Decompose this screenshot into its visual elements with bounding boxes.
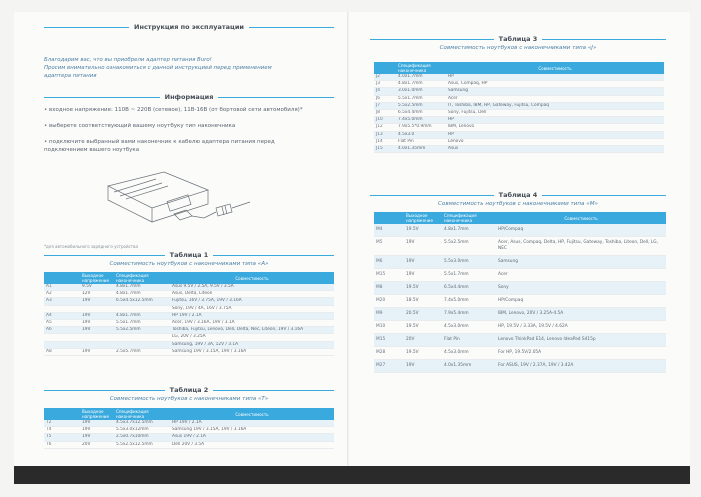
table-cell: 19V: [404, 269, 442, 282]
column-header: Совместимость: [170, 408, 334, 420]
column-header: Выходное напряжение: [404, 212, 442, 224]
table2-subtitle: Совместимость ноутбуков с наконечниками типа «T»: [109, 396, 269, 402]
table-cell: 18.5V: [404, 295, 442, 308]
table-cell: Lenovo ThinkPad E14, Lenovo IdeaPad S415p: [496, 334, 666, 347]
tip-code-cell: M27: [374, 360, 404, 373]
tip-code-cell: M28: [374, 347, 404, 360]
table-cell: 19.5V: [404, 321, 442, 334]
column-header: [374, 212, 404, 224]
table-cell: 19V: [80, 420, 114, 427]
table-row: [374, 88, 664, 95]
table-cell: 19V: [404, 237, 442, 256]
table2-body: [44, 420, 334, 448]
table-cell: 19V: [80, 427, 114, 434]
table1-body: [44, 284, 334, 356]
page-fold: [347, 12, 349, 467]
tip-code-cell: J6: [374, 95, 396, 102]
intro-line: адаптера питания: [44, 72, 97, 79]
table-row: [374, 124, 664, 131]
footnote: *для автомобильного зарядного устройства: [44, 244, 138, 249]
table-row: [374, 81, 664, 88]
table-cell: LG, 20V / 3.25A: [170, 334, 334, 341]
table-cell: 5.5x1.7mm: [396, 95, 446, 102]
table-row: [44, 305, 334, 312]
table-cell: [114, 305, 170, 312]
table-cell: Sony: [496, 282, 666, 295]
column-header: [44, 272, 80, 284]
table-cell: 5.5x2.5x12.5mm: [114, 441, 170, 448]
table-cell: 5.5x2.5mm: [114, 327, 170, 334]
table-cell: 20V: [80, 441, 114, 448]
table-cell: 6.5x4.4mm: [396, 110, 446, 117]
table-cell: Acer: [446, 95, 664, 102]
table-cell: For HP, 19.5V/2.05A: [496, 347, 666, 360]
table-row: [374, 224, 666, 237]
tip-code-cell: T5: [44, 434, 80, 441]
column-header: Совместимость: [170, 272, 334, 284]
table-cell: 3.0x1.0mm: [396, 88, 446, 95]
tip-code-cell: J3: [374, 81, 396, 88]
bullet-item: • подключите выбранный вами наконечник к кабелю адаптера питания перед: [44, 139, 275, 145]
table3-body: [374, 74, 664, 153]
table-cell: 4.5x3.0mm: [442, 347, 496, 360]
table-cell: 19.5V: [404, 282, 442, 295]
intro-text: [44, 57, 334, 80]
table-cell: Samsung: [496, 256, 666, 269]
column-header: Совместимость: [496, 212, 666, 224]
table-cell: Asus, Delta, Liteon: [170, 291, 334, 298]
table-row: [44, 348, 334, 355]
table-cell: 9.5V: [80, 284, 114, 291]
tip-code-cell: J10: [374, 117, 396, 124]
table-cell: 20.5V: [404, 308, 442, 321]
table-cell: 7.4x5.0mm: [396, 117, 446, 124]
table-cell: Acer: [496, 269, 666, 282]
table-cell: 4.8x1.7mm: [114, 284, 170, 291]
table-cell: 4.5x3.0: [396, 131, 446, 138]
right-page: [370, 12, 666, 466]
table-cell: 4.0x1.35mm: [396, 146, 446, 153]
table-row: [44, 284, 334, 291]
tip-code-cell: T6: [44, 441, 80, 448]
table-cell: Asus 19V / 2.1A: [170, 434, 334, 441]
table-cell: Asus 9.5V / 2.5A, 9.5V / 3.5A: [170, 284, 334, 291]
table-cell: 4.0x1.7mm: [396, 74, 446, 81]
table-cell: Asus, Compaq, HP: [446, 81, 664, 88]
tip-code-cell: [44, 341, 80, 348]
intro-line: Просим внимательно ознакомиться с данной инструкцией перед применением: [44, 64, 272, 71]
table-row: [374, 295, 666, 308]
table-row: [374, 95, 664, 102]
table-cell: 6.5x4.5x12.5mm: [114, 298, 170, 305]
table-cell: 19V: [80, 434, 114, 441]
tip-code-cell: T2: [44, 420, 80, 427]
table-cell: HP, 19.5V / 3.33A, 19.5V / 4.62A: [496, 321, 666, 334]
tip-code-cell: M4: [374, 224, 404, 237]
table-row: [374, 237, 666, 256]
tip-code-cell: M8: [374, 282, 404, 295]
table4-subtitle: Совместимость ноутбуков с наконечниками типа «M»: [438, 201, 598, 207]
table-cell: IBM, Lenovo, 20V / 3.25A-4.5A: [496, 308, 666, 321]
info-title: Информация: [160, 93, 219, 101]
table-cell: IBM, Lenovo: [446, 124, 664, 131]
table-row: [374, 269, 666, 282]
tip-code-cell: M5: [374, 237, 404, 256]
table-cell: 19.5V: [404, 224, 442, 237]
table-row: [374, 74, 664, 81]
tip-code-cell: M10: [374, 321, 404, 334]
table1: [44, 272, 334, 356]
table-cell: 4.0x1.35mm: [442, 360, 496, 373]
table-cell: HP: [446, 131, 664, 138]
intro-line: Благодарим вас, что вы приобрели адаптер питания Buro!: [44, 57, 212, 63]
table-cell: Flat Pin: [396, 138, 446, 145]
bullet-item: • выберете соответствующий вашему ноутбуку тип наконечника: [44, 123, 236, 129]
tip-code-cell: [44, 334, 80, 341]
info-header: [44, 92, 334, 104]
laptop-connector-illustration: [104, 170, 254, 240]
table-cell: 2.5x0.7x10mm: [114, 434, 170, 441]
tip-code-cell: J2: [374, 74, 396, 81]
tip-code-cell: M9: [374, 308, 404, 321]
table-cell: 4.5x3.0mm: [442, 321, 496, 334]
table-cell: 19V: [404, 256, 442, 269]
table-cell: 19V: [80, 327, 114, 334]
table3-subtitle: Совместимость ноутбуков с наконечниками типа «J»: [439, 45, 597, 51]
table-row: [44, 420, 334, 427]
table-cell: [80, 341, 114, 348]
table3: [374, 62, 664, 153]
left-page: [44, 12, 334, 466]
table-row: [374, 146, 664, 153]
column-header: [374, 62, 396, 74]
table-cell: Sony, 19V / 4A, 16V / 3.75A: [170, 305, 334, 312]
tip-code-cell: J8: [374, 110, 396, 117]
table-row: [374, 308, 666, 321]
table-cell: 5.5x2.5mm: [396, 102, 446, 109]
column-header: Спецификация наконечника: [114, 272, 170, 284]
tip-code-cell: J4: [374, 88, 396, 95]
table-row: [44, 320, 334, 327]
table-row: [374, 321, 666, 334]
table2-title: Таблица 2: [165, 386, 214, 394]
table-cell: [114, 334, 170, 341]
table-cell: Fujitsu, 16V / 3.75A, 19V / 3.16A: [170, 298, 334, 305]
table-cell: Samsung: [446, 88, 664, 95]
table-cell: 19V: [80, 348, 114, 355]
column-header: Спецификация наконечника: [114, 408, 170, 420]
table-cell: Toshiba, Fujitsu, Lenovo, Dell, Delta, Nec, Liteon, 19V / 3.16A: [170, 327, 334, 334]
table-cell: 5.5x3.0mm: [442, 256, 496, 269]
table-cell: 6.5x4.4mm: [442, 282, 496, 295]
table-cell: 12V: [80, 291, 114, 298]
table-header-row: [374, 212, 666, 224]
table-cell: [114, 341, 170, 348]
tip-code-cell: A1: [44, 284, 80, 291]
table-cell: Dell 20V / 3.5A: [170, 441, 334, 448]
bullet-item: подключением вашего ноутбука: [44, 147, 140, 153]
tip-code-cell: M15: [374, 334, 404, 347]
table-cell: 4.8x1.7mm: [442, 224, 496, 237]
table-cell: IT, Toshiba, IBM, HP, Gateway, Fujitsu, Compaq: [446, 102, 664, 109]
tip-code-cell: A8: [44, 348, 80, 355]
table-row: [374, 131, 664, 138]
tip-code-cell: J13: [374, 131, 396, 138]
tip-code-cell: A5: [44, 320, 80, 327]
tip-code-cell: J14: [374, 138, 396, 145]
tip-code-cell: [44, 305, 80, 312]
table-cell: Flat Pin: [442, 334, 496, 347]
table-cell: 5.5x1.7mm: [114, 320, 170, 327]
column-header: Выходное напряжение: [80, 408, 114, 420]
table-cell: For ASUS, 19V / 2.37A, 19V / 3.42A: [496, 360, 666, 373]
table-row: [44, 298, 334, 305]
tip-code-cell: A2: [44, 291, 80, 298]
table-cell: Samsung, 19V / 3A, 12V / 3.1A: [170, 341, 334, 348]
table-cell: Asus: [446, 146, 664, 153]
table-cell: 4.8x1.7mm: [114, 291, 170, 298]
table4-body: [374, 224, 666, 373]
table-cell: Lenovo: [446, 138, 664, 145]
column-header: Спецификация наконечника: [442, 212, 496, 224]
tip-code-cell: J12: [374, 124, 396, 131]
table-cell: Acer, 19V / 3.16A, 19V / 3.1A: [170, 320, 334, 327]
tip-code-cell: M15: [374, 269, 404, 282]
manual-title-header: [44, 22, 334, 34]
table-cell: 19V: [80, 312, 114, 319]
table-cell: Acer, Asus, Compaq, Delta, HP, Fujitsu, Gateway, Toshiba, Liteon, Dell, LG, NEC: [496, 237, 666, 256]
table-cell: HP: [446, 117, 664, 124]
table-cell: Sony, Fujitsu, Dell: [446, 110, 664, 117]
table-row: [44, 327, 334, 334]
table-row: [44, 341, 334, 348]
column-header: Выходное напряжение: [80, 272, 114, 284]
table-cell: 20V: [404, 334, 442, 347]
table-cell: 19V: [404, 360, 442, 373]
table-row: [374, 102, 664, 109]
manual-title: Инструкция по эксплуатации: [129, 23, 249, 31]
table-cell: 7.9x5.5*0.9mm: [396, 124, 446, 131]
table-cell: 7.9x5.4mm: [442, 308, 496, 321]
table-cell: HP: [446, 74, 664, 81]
table-cell: [80, 334, 114, 341]
column-header: Спецификация наконечника: [396, 62, 446, 74]
tip-code-cell: M20: [374, 295, 404, 308]
table-cell: 19V: [80, 298, 114, 305]
table-header-row: [374, 62, 664, 74]
table-row: [374, 360, 666, 373]
table-cell: 5.5x1.7mm: [442, 269, 496, 282]
table-cell: 4.5x3.7x12.5mm: [114, 420, 170, 427]
tip-code-cell: A4: [44, 312, 80, 319]
table-row: [44, 312, 334, 319]
tip-code-cell: J7: [374, 102, 396, 109]
table-cell: Samsung 19V / 3.15A, 19V / 3.16A: [170, 427, 334, 434]
table-row: [374, 117, 664, 124]
info-bullets: [44, 106, 334, 154]
table-header-row: [44, 272, 334, 284]
table2: [44, 408, 334, 449]
table-row: [44, 427, 334, 434]
table3-title: Таблица 3: [494, 35, 543, 43]
table-cell: 4.8x1.7mm: [396, 81, 446, 88]
table-cell: 19.5V: [404, 347, 442, 360]
dark-background-strip: [14, 466, 690, 484]
table4-title: Таблица 4: [494, 191, 543, 199]
table-row: [374, 282, 666, 295]
table-cell: Samsung 19V / 3.15A, 19V / 3.16A: [170, 348, 334, 355]
table-row: [44, 441, 334, 448]
table-row: [374, 334, 666, 347]
table-row: [374, 347, 666, 360]
table1-subtitle: Совместимость ноутбуков с наконечниками типа «A»: [109, 261, 269, 267]
table-row: [44, 434, 334, 441]
table-cell: 19V: [80, 320, 114, 327]
table-cell: HP 19V / 2.1A: [170, 420, 334, 427]
tip-code-cell: A6: [44, 327, 80, 334]
table1-title: Таблица 1: [165, 251, 214, 259]
table-cell: 5.5x3.0x12mm: [114, 427, 170, 434]
bullet-item: • входное напряжение: 110В ~ 220В (сетевое), 11В-16В (от бортовой сети автомобиля)*: [44, 107, 303, 113]
column-header: [44, 408, 80, 420]
table-row: [374, 256, 666, 269]
table-cell: HP/Compaq: [496, 224, 666, 237]
table-cell: HP 19V / 2.1A: [170, 312, 334, 319]
column-header: Совместимость: [446, 62, 664, 74]
table-row: [374, 110, 664, 117]
table-cell: 4.8x1.7mm: [114, 312, 170, 319]
tip-code-cell: A3: [44, 298, 80, 305]
table-cell: HP/Compaq: [496, 295, 666, 308]
table-cell: 5.5x2.5mm: [442, 237, 496, 256]
table-header-row: [44, 408, 334, 420]
table-cell: [80, 305, 114, 312]
table-row: [44, 291, 334, 298]
table-cell: 7.4x5.0mm: [442, 295, 496, 308]
table4: [374, 212, 666, 373]
tip-code-cell: J15: [374, 146, 396, 153]
tip-code-cell: M6: [374, 256, 404, 269]
table-cell: 2.5x5.7mm: [114, 348, 170, 355]
table-row: [44, 334, 334, 341]
tip-code-cell: T4: [44, 427, 80, 434]
table-row: [374, 138, 664, 145]
